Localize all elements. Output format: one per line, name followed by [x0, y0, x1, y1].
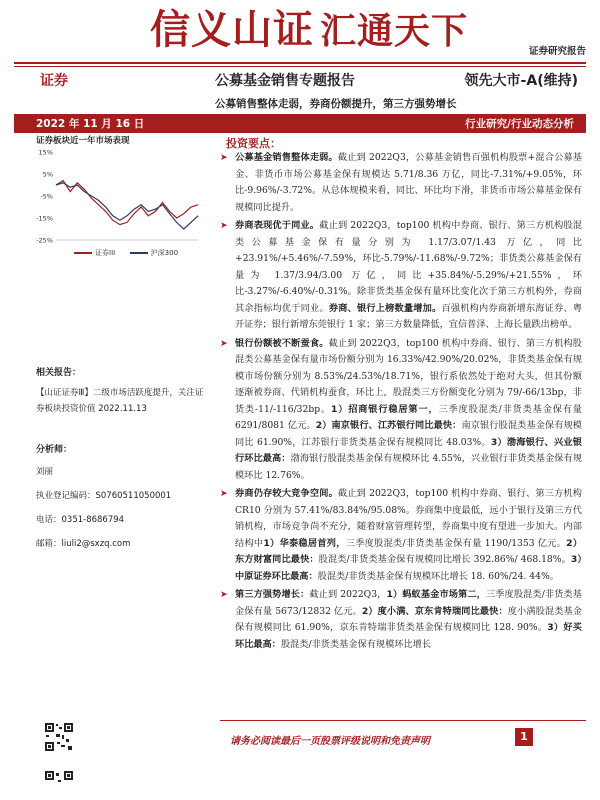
point-text: 截止到 2022Q3，top100 机构中券商、银行、第三方机构股混类公募基金保有量分别为 1.17/3.07/1.43 万亿，同比+23.91%/+5.46%/-7.59%，环比-5.79%/-11.68%/-9.72%；非货类公募基金保有量为 1.37/3.94/3.00 万亿，同比+35.84%/-5.29%/+21.55%，环比-3.27%/-6.40%/-0.31%。除非货类基金保有量环比变化次于第三方机构外，券商其余指标均优于同业。	[235, 220, 582, 314]
report-title: 公募基金销售专题报告	[215, 73, 355, 89]
point-heading: 券商表现优于同业。	[235, 220, 320, 231]
department-label: 证券研究报告	[528, 46, 586, 57]
slogan-part1: 信义山证	[150, 6, 314, 53]
chart-legend	[74, 248, 178, 258]
disclaimer-text: 请务必阅读最后一页股票评级说明和免责声明	[230, 736, 430, 747]
point-text: 三季度股混类/非货类基金保有量 1190/1353 亿元。	[345, 537, 567, 549]
report-category: 行业研究/行业动态分析	[465, 118, 574, 130]
point-subheading: 1）华泰稳居首列，	[263, 537, 346, 549]
y-tick-label: -25%	[36, 236, 53, 245]
header-slogan	[150, 0, 468, 55]
legend-swatch-hs300	[130, 252, 148, 254]
report-body	[218, 150, 582, 655]
investment-points-title: 投资要点：	[226, 137, 281, 150]
bullet-arrow-icon: ➤	[220, 590, 228, 600]
point-subheading: 1）招商银行稳居第一，	[331, 403, 439, 415]
legend-swatch-sec	[74, 252, 92, 254]
legend-label-sec: 证券III	[95, 249, 116, 257]
point-text: 截止到 2022Q3，top100 机构中券商、银行、第三方机构 CR10 分别为 57.41%/83.84%/95.08%。券商集中度最低，远小于银行及第三方代销机构，市场竞争尚不充分，随着财富管理转型，券商集中度有望进一步加大。内部结构中	[235, 488, 582, 549]
point-subheading: 3）渤海银行、兴业银行环比最高：	[235, 436, 582, 464]
page-number: 1	[515, 728, 533, 746]
point-text: 股混类/非货类基金保有规模环比增长	[280, 638, 432, 650]
point-competition	[218, 486, 582, 585]
bullet-arrow-icon: ➤	[220, 153, 228, 163]
analyst-name: 刘丽	[36, 467, 54, 477]
footer-rule	[220, 720, 586, 721]
point-subheading: 3）好买环比最高：	[235, 622, 582, 650]
qr-code-icon	[44, 722, 74, 752]
point-heading: 银行份额被不断蚕食。	[235, 337, 329, 349]
point-text: 度小满股混类基金保有规模同比 61.90%，京东肯特瑞非货类基金保有规模同比 128. 90%。	[235, 605, 582, 633]
report-subtitle: 公募销售整体走弱，券商份额提升，第三方强势增长	[215, 98, 457, 110]
y-tick-label: 15%	[38, 148, 53, 157]
y-tick-label: -15%	[36, 214, 53, 223]
point-heading: 券商仍存较大竞争空间。	[235, 488, 338, 499]
point-subheading: 1）蚂蚁基金市场第二，	[386, 589, 486, 600]
point-subheading: 券商、银行上榜数量增加。	[328, 302, 442, 314]
point-banks	[218, 336, 582, 485]
header-rule-thin	[14, 66, 586, 67]
point-text: 南京银行股混类基金保有规模同比 61.90%，江苏银行非货类基金保有规模同比 48.03%。	[235, 420, 582, 448]
point-subheading: 2）南京银行、江苏银行同比最快：	[315, 420, 462, 431]
point-heading: 公募基金销售整体走弱。	[235, 152, 338, 163]
point-brokers	[218, 218, 582, 334]
analyst-phone: 电话：0351-8686794	[36, 515, 125, 525]
point-text: 三季度股混类/非货类基金保有量 5673/12832 亿元。	[235, 589, 582, 617]
legend-label-hs300: 沪深300	[150, 249, 179, 257]
point-third-party	[218, 587, 582, 653]
point-text: 截止到 2022Q3，公募基金销售百强机构股票+混合公募基金、非货币市场公募基金保有规模达 5.71/8.36 万亿，同比-7.31%/+9.05%，环比-9.96%/-3.72%。从总体规模来看，同比、环比均下滑，非货币市场公募基金保有规模同比提升。	[235, 152, 582, 213]
y-tick-label: -5%	[40, 192, 53, 201]
bullet-arrow-icon: ➤	[220, 338, 228, 349]
performance-chart	[30, 146, 202, 246]
point-subheading: 2）度小满、京东肯特瑞同比最快：	[361, 605, 508, 617]
analyst-email[interactable]: 邮箱：liuli2@sxzq.com	[36, 539, 131, 549]
analyst-info	[36, 460, 206, 556]
series-line-0	[56, 181, 198, 225]
header-rule	[14, 62, 586, 64]
point-subheading: 2）东方财富同比最快：	[235, 537, 583, 565]
y-tick-label: 5%	[42, 170, 53, 179]
related-report-link[interactable]: 【山证证券Ⅲ】二级市场活跃度提升，关注证券板块投资价值 2022.11.13	[36, 388, 204, 414]
report-date: 2022 年 11 月 16 日	[36, 118, 145, 130]
rating-label: 领先大市-A(维持)	[464, 73, 578, 89]
related-reports-title: 相关报告：	[36, 368, 82, 378]
point-text: 渤海银行股混类基金保有规模环比 4.55%，兴业银行非货类基金保有规模环比 12.76%。	[235, 453, 583, 481]
point-text: 百强机构内券商新增东海证券、粤开证券；银行新增东莞银行 1 家；第三方数量降低，宜信普泽、上海长量跌出榜单。	[235, 302, 583, 330]
point-text: 股混类/非货类基金保有规模环比增长 18. 60%/24. 44%。	[317, 570, 559, 582]
bullet-arrow-icon: ➤	[220, 221, 228, 231]
point-text: 截止到 2022Q3，top100 机构中券商、银行、第三方机构股混类公募基金保有量市场份额分别为 16.33%/42.90%/20.02%，非货类基金保有规模市场份额分别为 8.53%/24.53%/18.71%，银行系依然处于绝对大头，但其份额逐渐被券商、代销机构蚕食，环比上，股混类三方份额变化分别为 79/-66/13bp，非货类-11/-116/32bp。	[235, 337, 582, 415]
bullet-arrow-icon: ➤	[220, 489, 228, 499]
slogan-part2: 汇通天下	[320, 10, 469, 52]
point-text: 三季度股混类/非货类基金保有量 6291/8081 亿元。	[235, 403, 582, 431]
qr-code-icon-2	[44, 770, 74, 800]
analyst-title: 分析师：	[36, 445, 73, 455]
point-text: 截止到 2022Q3，	[309, 589, 387, 600]
sector-label: 证券	[40, 73, 68, 89]
point-text: 股混类/非货类基金保有规模同比增长 392.86%/ 468.18%。	[318, 554, 571, 565]
point-overall-sales	[218, 150, 582, 216]
point-heading: 第三方强势增长：	[235, 589, 310, 600]
chart-title: 证券板块近一年市场表现	[36, 136, 130, 146]
analyst-license: 执业登记编码：S0760511050001	[36, 491, 172, 501]
point-subheading: 3）中原证券环比最高：	[235, 554, 583, 582]
